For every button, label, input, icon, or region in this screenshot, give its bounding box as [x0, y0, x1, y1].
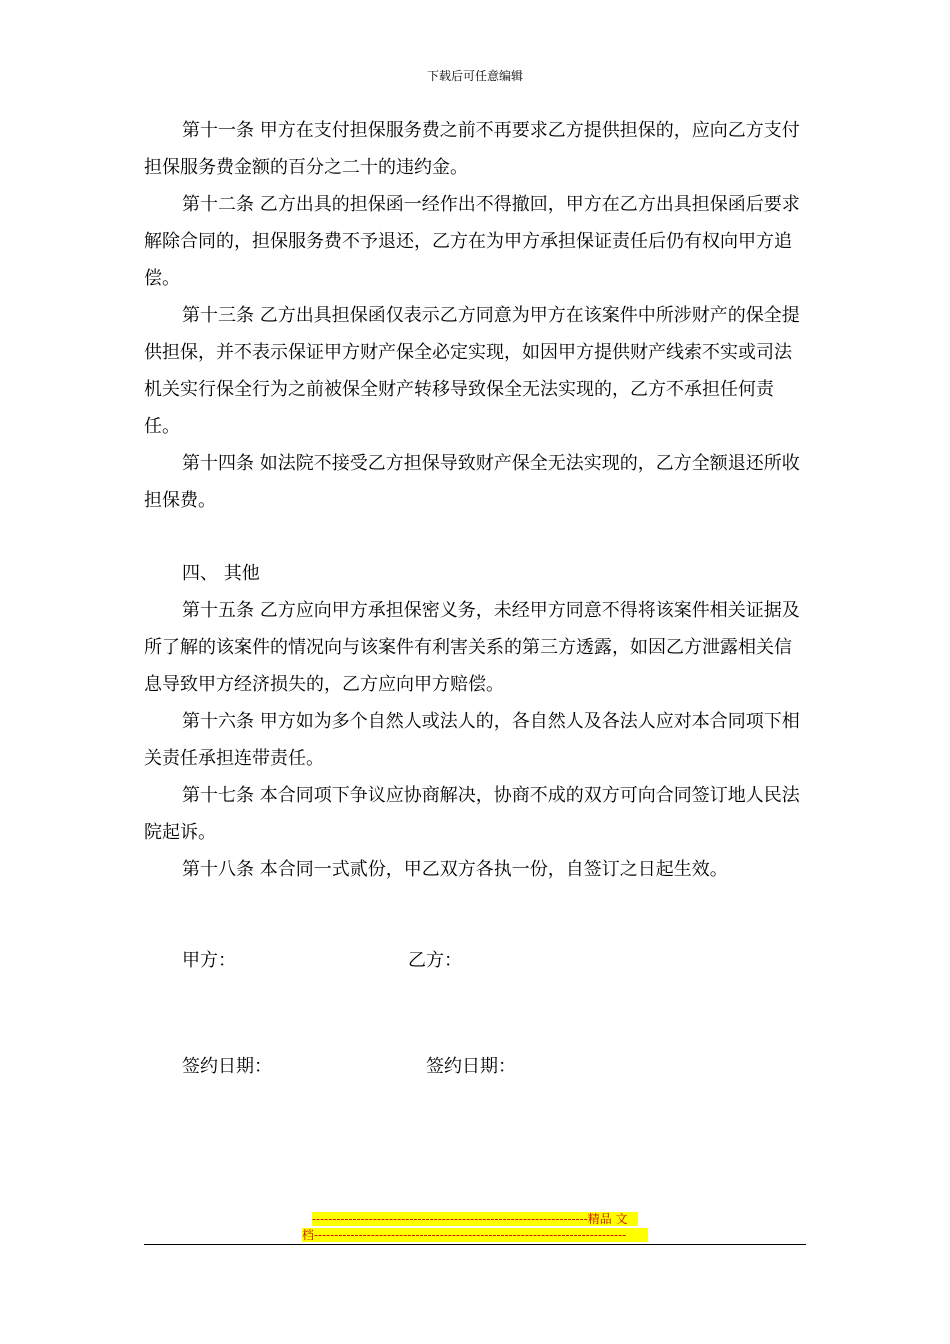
footer-watermark-line2: 档-----------------------------------------------------------------------------	[302, 1228, 648, 1242]
party-a-date-label: 签约日期：	[182, 1056, 272, 1077]
clause-12: 第十二条 乙方出具的担保函一经作出不得撤回，甲方在乙方出具担保函后要求解除合同的，担保服务费不予退还，乙方在为甲方承担保证责任后仍有权向甲方追偿。	[144, 194, 800, 289]
party-b-date-label: 签约日期：	[426, 1056, 516, 1077]
footer-watermark-line1: --------------------------------------------------------------------精品 文	[312, 1212, 638, 1226]
clause-17: 第十七条 本合同项下争议应协商解决，协商不成的双方可向合同签订地人民法院起诉。	[144, 785, 800, 843]
clause-14: 第十四条 如法院不接受乙方担保导致财产保全无法实现的，乙方全额退还所收担保费。	[144, 453, 800, 511]
clause-18: 第十八条 本合同一式贰份，甲乙双方各执一份，自签订之日起生效。	[182, 859, 728, 880]
footer-rule	[144, 1244, 806, 1245]
clause-13: 第十三条 乙方出具担保函仅表示乙方同意为甲方在该案件中所涉财产的保全提供担保，并不表示保证甲方财产保全必定实现，如因甲方提供财产线索不实或司法机关实行保全行为之前被保全财产转移导致保全无法实现的，乙方不承担任何责任。	[144, 305, 800, 437]
section-heading: 四、 其他	[182, 563, 260, 584]
clause-11: 第十一条 甲方在支付担保服务费之前不再要求乙方提供担保的，应向乙方支付担保服务费金额的百分之二十的违约金。	[144, 120, 800, 178]
clause-15: 第十五条 乙方应向甲方承担保密义务，未经甲方同意不得将该案件相关证据及所了解的该案件的情况向与该案件有利害关系的第三方透露，如因乙方泄露相关信息导致甲方经济损失的，乙方应向甲方赔偿。	[144, 600, 800, 695]
section-gap	[144, 519, 808, 555]
document-body	[144, 112, 808, 888]
party-b-label: 乙方：	[408, 950, 462, 971]
page-header: 下载后可任意编辑	[426, 69, 523, 83]
party-a-label: 甲方：	[182, 950, 236, 971]
clause-16: 第十六条 甲方如为多个自然人或法人的，各自然人及各法人应对本合同项下相关责任承担连带责任。	[144, 711, 800, 769]
